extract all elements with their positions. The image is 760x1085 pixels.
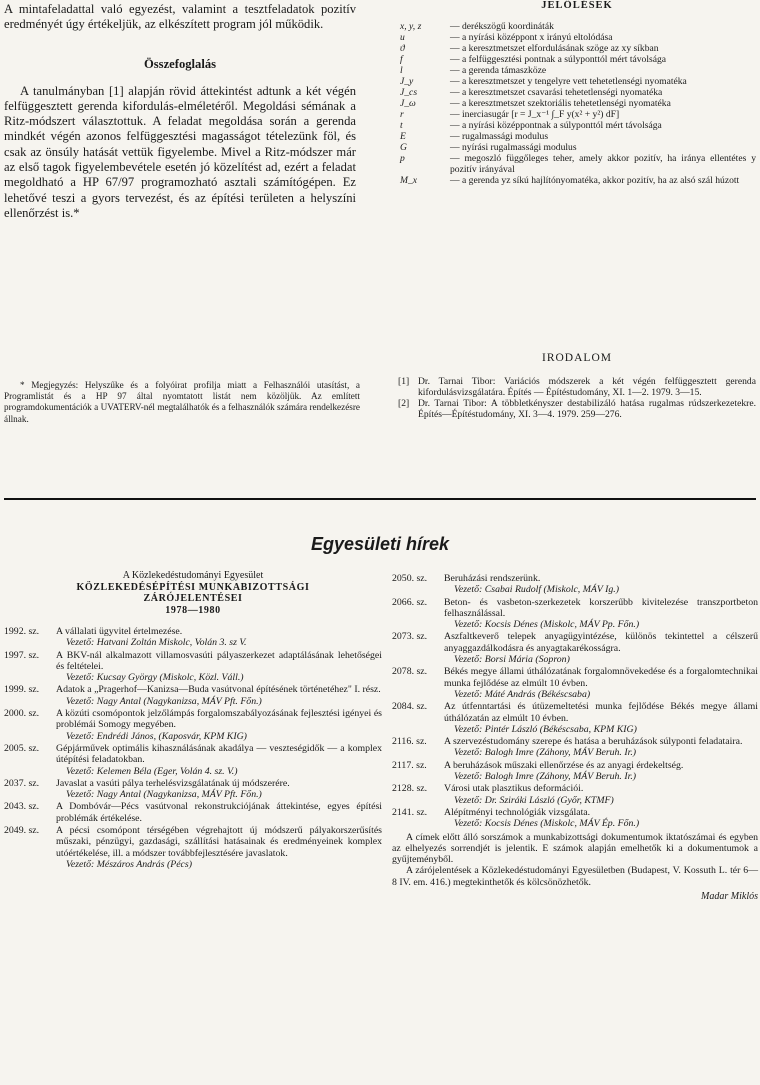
news-left-column: [4, 570, 382, 871]
report-entry: [392, 666, 758, 700]
report-number: 1997. sz.: [4, 649, 40, 661]
report-body: [444, 760, 758, 783]
report-number: 2078. sz.: [392, 666, 428, 678]
symbols-heading: JELÖLÉSEK: [541, 0, 613, 11]
reference-item: [398, 376, 756, 398]
report-number: 2037. sz.: [4, 777, 40, 789]
symbol-description: — a gerenda yz síkú hajlítónyomatéka, akkor pozitív, ha az alsó szál húzott: [450, 175, 740, 186]
report-number: 2128. sz.: [392, 783, 428, 795]
reference-number: [1]: [398, 376, 410, 387]
report-entry: [4, 825, 382, 870]
report-title: A Dombóvár—Pécs vasútvonal rekonstrukciójának áttekintése, egyes építési problémák értékelése.: [56, 801, 382, 824]
report-number: 2043. sz.: [4, 801, 40, 813]
symbol-term: ϑ: [400, 43, 405, 54]
symbol-row: [398, 76, 756, 87]
symbol-term: p: [400, 153, 405, 164]
symbol-term: E: [400, 131, 406, 142]
section-divider: [4, 498, 756, 500]
report-body: [444, 631, 758, 665]
symbol-term: G: [400, 142, 407, 153]
report-leader: Vezető: Máté András (Békéscsaba): [454, 688, 591, 700]
report-leader: Vezető: Kelemen Béla (Eger, Volán 4. sz. V.): [66, 765, 238, 777]
report-entry: [4, 801, 382, 824]
report-number: 2000. sz.: [4, 708, 40, 720]
report-body: [444, 597, 758, 631]
symbol-description: — a nyírási középpontnak a súlyponttól mért távolsága: [450, 120, 662, 131]
symbol-term: x, y, z: [400, 21, 422, 32]
symbol-term: l: [400, 65, 403, 76]
report-title: A beruházások műszaki ellenőrzése és az anyagi érdekeltség.: [444, 759, 684, 771]
symbols-list: [398, 21, 756, 186]
symbol-row: [398, 43, 756, 54]
report-entry: [392, 597, 758, 631]
reference-text: Dr. Tarnai Tibor: A többletkényszer destabilizáló hatása rugalmas rúdszerkezetekre. Építés—Építéstudomány, XI. 3—4. 1979. 259—276.: [418, 398, 756, 420]
report-title: Gépjárművek optimális kihasználásának akadálya — veszteségidők — a komplex útépítési feladatokban.: [56, 742, 382, 766]
report-body: [56, 778, 382, 801]
report-number: 2066. sz.: [392, 596, 428, 608]
symbol-description: — a keresztmetszet szektoriális tehetetlenségi nyomatéka: [450, 98, 671, 109]
report-entry: [392, 631, 758, 665]
report-title: Az útfenntartási és útüzemeltetési munka fejlődése Békés megye állami úthálózatán az elmúlt 10 évben.: [444, 701, 758, 724]
symbol-row: [398, 153, 756, 175]
report-number: 1992. sz.: [4, 626, 40, 637]
report-leader: Vezető: Kocsis Dénes (Miskolc, MÁV Ép. Főn.): [454, 818, 640, 830]
report-entry: [4, 778, 382, 801]
report-body: [444, 666, 758, 700]
symbol-description: — a felfüggesztési pontnak a súlyponttól mért távolsága: [450, 54, 667, 65]
report-leader: Vezető: Kocsis Dénes (Miskolc, MÁV Pp. Főn.): [454, 619, 640, 631]
report-header: [4, 570, 382, 616]
symbol-description: — rugalmassági modulus: [450, 131, 549, 142]
symbol-term: f: [400, 54, 403, 65]
summary-heading: Összefoglalás: [143, 56, 217, 71]
report-body: [444, 783, 758, 806]
report-number: 2073. sz.: [392, 631, 428, 643]
symbol-description: — derékszögű koordináták: [450, 21, 554, 32]
symbol-row: [398, 87, 756, 98]
report-leader: Vezető: Nagy Antal (Nagykanizsa, MÁV Pft. Főn.): [66, 695, 262, 707]
symbol-term: t: [400, 120, 403, 131]
symbol-term: M_x: [400, 175, 418, 186]
symbol-term: u: [400, 32, 405, 43]
report-title: Aszfaltkeverő telepek anyagügyintézése, különös tekintettel a célszerű anyaggazdálkodásra és anyagtakarékosságra.: [444, 631, 758, 654]
report-body: [444, 701, 758, 735]
report-number: 2141. sz.: [392, 806, 428, 818]
news-right-column: [392, 573, 758, 902]
symbol-term: r: [400, 109, 404, 120]
header-line4: 1978—1980: [165, 604, 221, 616]
report-leader: Vezető: Hatvani Zoltán Miskolc, Volán 3. sz V.: [66, 637, 247, 649]
references-heading: IRODALOM: [542, 352, 612, 364]
report-entry: [4, 650, 382, 684]
symbol-description: — a gerenda támaszköze: [450, 65, 547, 76]
report-body: [444, 573, 758, 596]
header-line2: KÖZLEKEDÉSÉPÍTÉSI MUNKABIZOTTSÁGI: [76, 581, 310, 593]
signature: Madar Miklós: [701, 891, 758, 903]
report-entry: [4, 684, 382, 707]
footnote: [4, 380, 360, 425]
reference-number: [2]: [398, 398, 410, 409]
report-body: [56, 650, 382, 684]
report-leader: Vezető: Pintér László (Békéscsaba, KPM KIG): [454, 723, 637, 735]
symbol-row: [398, 21, 756, 32]
report-entry: [4, 708, 382, 742]
report-leader: Vezető: Balogh Imre (Záhony, MÁV Beruh. Ir.): [454, 771, 637, 783]
report-entry: [392, 807, 758, 830]
report-body: [56, 708, 382, 742]
left-entry-list: [4, 626, 382, 870]
report-body: [56, 626, 382, 649]
symbol-row: [398, 65, 756, 76]
report-title: A közúti csomópontok jelzőlámpás forgalomszabályozásának fejlesztési igényei és problémái Somogy megyében.: [56, 708, 382, 731]
report-entry: [4, 626, 382, 649]
symbol-row: [398, 120, 756, 131]
news-title: Egyesületi hírek: [310, 534, 450, 554]
symbol-term: J_ω: [400, 98, 416, 109]
report-entry: [392, 701, 758, 735]
symbol-description: — a keresztmetszet y tengelyre vett tehetetlenségi nyomatéka: [450, 76, 687, 87]
report-title: Beruházási rendszerünk.: [444, 573, 541, 584]
report-title: Városi utak plasztikus deformációi.: [444, 783, 584, 795]
symbol-description: — inerciasugár [r = J_x⁻¹ ∫_F y(x² + y²) dF]: [450, 109, 620, 120]
report-entry: [392, 783, 758, 806]
report-body: [56, 801, 382, 824]
symbol-row: [398, 109, 756, 120]
symbol-row: [398, 54, 756, 65]
report-entry: [392, 573, 758, 596]
symbol-description: — a keresztmetszet elfordulásának szöge az xy síkban: [450, 43, 659, 54]
reference-item: [398, 398, 756, 420]
symbols-section: [398, 0, 756, 186]
report-leader: Vezető: Nagy Antal (Nagykanizsa, MÁV Pft. Főn.): [66, 789, 262, 801]
report-leader: Vezető: Borsi Mária (Sopron): [454, 654, 570, 666]
report-entry: [392, 760, 758, 783]
symbol-row: [398, 131, 756, 142]
report-leader: Vezető: Dr. Sziráki László (Győr, KTMF): [454, 794, 614, 806]
report-number: 2117. sz.: [392, 759, 427, 771]
symbol-description: — a nyírási középpont x irányú eltolódása: [450, 32, 613, 43]
report-leader: Vezető: Mészáros András (Pécs): [66, 858, 192, 870]
references-list: [398, 376, 756, 420]
symbol-term: J_cs: [400, 87, 418, 98]
report-leader: Vezető: Csabai Rudolf (Miskolc, MÁV Ig.): [454, 584, 619, 596]
reference-text: Dr. Tarnai Tibor: Variációs módszerek a két végén felfüggesztett gerenda kifordulásvizsgálatára. Építés — Építéstudomány, XI. 1—2. 1979. 3—15.: [418, 376, 756, 398]
summary-paragraph: A tanulmányban [1] alapján rövid áttekintést adtunk a két végén felfüggesztett gerenda kifordulás-elméletéről. Megoldási sémának a Ritz-módszert választottuk. A feladat megoldása során a gerenda mindkét végén azonos felfüggesztési magasságot tételezünk föl, és csak az önsúly hatását vettük figyelembe. Mivel a Ritz-módszer már az első tagok figyelembevétele esetén jó közelítést ad, ezért a feladat megoldható a HP 67/97 programozható asztali számítógépen. Ez lehetővé teszi a gyors tervezést, és az építési területen a helyszíni ellenőrzést is.*: [4, 83, 356, 220]
symbol-description: — a keresztmetszet csavarási tehetetlenségi nyomatéka: [450, 87, 663, 98]
symbol-row: [398, 98, 756, 109]
references-section: [398, 352, 756, 420]
report-body: [56, 684, 382, 707]
top-left-column: [4, 2, 356, 221]
report-body: [444, 807, 758, 830]
symbol-description: — megoszló függőleges teher, amely akkor pozitív, ha iránya ellentétes y pozitív irányával: [450, 153, 756, 175]
report-number: 2050. sz.: [392, 573, 428, 584]
report-entry: [4, 743, 382, 777]
report-body: [56, 743, 382, 777]
symbol-row: [398, 175, 756, 186]
report-leader: Vezető: Endrédi János, (Kaposvár, KPM KIG): [66, 730, 247, 742]
symbol-row: [398, 142, 756, 153]
symbol-description: — nyírási rugalmassági modulus: [450, 142, 577, 153]
report-number: 1999. sz.: [4, 684, 40, 696]
report-number: 2049. sz.: [4, 825, 40, 837]
right-entry-list: [392, 573, 758, 830]
report-body: [56, 825, 382, 870]
closing-paragraph-2: A zárójelentések a Közlekedéstudományi Egyesületben (Budapest, V. Kossuth L. tér 6—8 IV. em. 416.) megtekinthetők és kölcsönözhetők.: [392, 865, 758, 888]
header-line1: A Közlekedéstudományi Egyesület: [122, 570, 264, 581]
report-title: A szervezéstudomány szerepe és hatása a beruházások súlyponti feladataira.: [444, 736, 743, 748]
footnote-text: * Megjegyzés: Helyszűke és a folyóirat profilja miatt a Felhasználói utasítást, a Programlistát és a HP 97 által nyomtatott listát nem közöljük. Az említett programdokumentációk a UVATERV-nél megtalálhatók és a felhasználók számára rendelkezésre állnak.: [4, 380, 360, 424]
report-title: A BKV-nál alkalmazott villamosvasúti pályaszerkezet adaptálásának lehetőségei és feltételei.: [56, 649, 382, 672]
report-number: 2116. sz.: [392, 736, 427, 748]
report-title: A vállalati ügyvitel értelmezése.: [56, 626, 183, 637]
report-title: Javaslat a vasúti pálya terhelésvizsgálatának új módszerére.: [56, 777, 290, 789]
intro-paragraph: A mintafeladattal való egyezést, valamint a tesztfeladatok pozitív eredményét úgy értékeljük, az elkészített program jól működik.: [4, 2, 356, 32]
report-title: Békés megye állami úthálózatának forgalomnövekedése és a forgalomtechnikai munka fejlődése az elmúlt 10 évben.: [444, 666, 758, 689]
report-number: 2005. sz.: [4, 742, 40, 754]
report-entry: [392, 736, 758, 759]
report-number: 2084. sz.: [392, 701, 428, 713]
report-title: Beton- és vasbeton-szerkezetek korszerűbb kivitelezése transzportbeton felhasználással.: [444, 596, 758, 619]
report-body: [444, 736, 758, 759]
report-title: A pécsi csomópont térségében végrehajtott új módszerű pályakorszerűsítés műszaki, pénzügyi, gazdasági, szállítási hatásainak és eredményeinek komplex utóértékelése, ill. a módszer továbbfejlesztésére javaslatok.: [56, 825, 382, 859]
report-leader: Vezető: Kucsay György (Miskolc, Közl. Váll.): [66, 672, 244, 684]
report-title: Alépítményi technológiák vizsgálata.: [444, 806, 591, 818]
report-leader: Vezető: Balogh Imre (Záhony, MÁV Beruh. Ir.): [454, 747, 637, 759]
header-line3: ZÁRÓJELENTÉSEI: [143, 593, 243, 604]
report-title: Adatok a „Pragerhof—Kanizsa—Buda vasútvonal építésének történetéhez" I. rész.: [56, 684, 381, 696]
closing-paragraph-1: A címek előtt álló sorszámok a munkabizottsági dokumentumok iktatószámai és egyben az elhelyezés sorrendjét is jelentik. E számok alapján emelhetők ki a dokumentumok a gyűjteményből.: [392, 831, 758, 866]
symbol-row: [398, 32, 756, 43]
symbol-term: J_y: [400, 76, 414, 87]
